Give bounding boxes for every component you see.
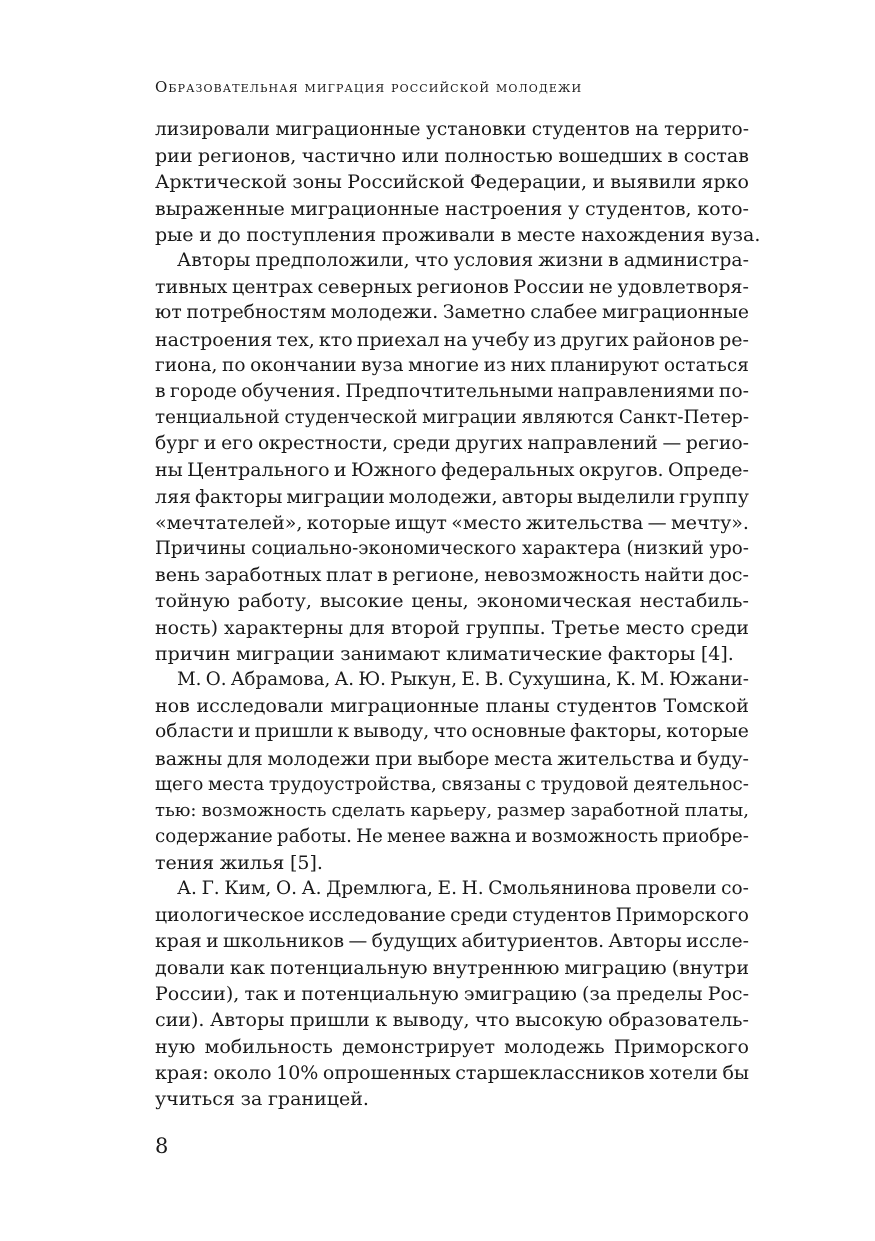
- running-head: Образовательная миграция российской молодежи: [155, 78, 583, 96]
- text-line: бург и его окрестности, среди других направлений — регио-: [155, 433, 749, 455]
- text-line: довали как потенциальную внутреннюю миграцию (внутри: [155, 957, 749, 979]
- text-line: Авторы предположили, что условия жизни в администра-: [177, 249, 749, 271]
- text-line: области и пришли к выводу, что основные факторы, которые: [155, 721, 749, 743]
- text-line: тью: возможность сделать карьеру, размер заработной платы,: [155, 799, 749, 821]
- text-line: ную мобильность демонстрирует молодежь Приморского: [155, 1035, 749, 1058]
- text-line: щего места трудоустройства, связаны с трудовой деятельнос-: [155, 773, 749, 795]
- text-line: тения жилья [5].: [155, 852, 323, 875]
- text-line: причин миграции занимают климатические факторы [4].: [155, 642, 734, 665]
- text-line: сии). Авторы пришли к выводу, что высокую образователь-: [155, 1009, 749, 1032]
- text-line: края: около 10% опрошенных старшеклассников хотели бы: [155, 1061, 749, 1084]
- text-line: тенциальной студенческой миграции являются Санкт-Петер-: [155, 407, 749, 429]
- text-line: рые и до поступления проживали в месте нахождения вуза.: [155, 223, 761, 246]
- text-line: тойную работу, высокие цены, экономическая нестабиль-: [155, 590, 749, 613]
- text-line: вень заработных плат в регионе, невозможность найти дос-: [155, 564, 749, 587]
- text-line: учиться за границей.: [155, 1087, 369, 1110]
- text-line: лизировали миграционные установки студентов на террито-: [155, 119, 749, 140]
- text-line: ны Центрального и Южного федеральных округов. Опреде-: [155, 459, 749, 482]
- text-line: «мечтателей», которые ищут «место жительства — мечту».: [155, 511, 749, 534]
- text-line: содержание работы. Не менее важна и возможность приобре-: [155, 826, 749, 848]
- text-line: Причины социально-экономического характера (низкий уро-: [155, 538, 749, 559]
- body-text: [155, 117, 761, 1112]
- text-line: края и школьников — будущих абитуриентов. Авторы иссле-: [155, 930, 749, 952]
- text-line: ляя факторы миграции молодежи, авторы выделили группу: [155, 485, 749, 508]
- text-line: М. О. Абрамова, А. Ю. Рыкун, Е. В. Сухушина, К. М. Южани-: [177, 668, 749, 690]
- text-line: тивных центрах северных регионов России не удовлетворя-: [155, 276, 749, 299]
- text-line: России), так и потенциальную эмиграцию (за пределы Рос-: [155, 983, 749, 1006]
- text-line: настроения тех, кто приехал на учебу из других районов ре-: [155, 328, 749, 351]
- text-line: выраженные миграционные настроения у студентов, кото-: [155, 197, 749, 220]
- text-line: нов исследовали миграционные планы студентов Томской: [155, 695, 749, 718]
- text-line: ют потребностям молодежи. Заметно слабее миграционные: [155, 302, 749, 324]
- text-line: ность) характерны для второй группы. Третье место среди: [155, 616, 749, 639]
- text-line: циологическое исследование среди студентов Приморского: [155, 904, 749, 926]
- text-line: А. Г. Ким, О. А. Дремлюга, Е. Н. Смольянинова провели со-: [177, 878, 749, 900]
- text-line: рии регионов, частично или полностью вошедших в состав: [155, 145, 749, 168]
- page-number: 8: [155, 1134, 169, 1158]
- text-line: важны для молодежи при выборе места жительства и буду-: [155, 747, 749, 770]
- text-line: Арктической зоны Российской Федерации, и выявили ярко: [155, 171, 749, 194]
- text-line: в городе обучения. Предпочтительными направлениями по-: [155, 380, 749, 402]
- text-line: гиона, по окончании вуза многие из них планируют остаться: [155, 354, 749, 376]
